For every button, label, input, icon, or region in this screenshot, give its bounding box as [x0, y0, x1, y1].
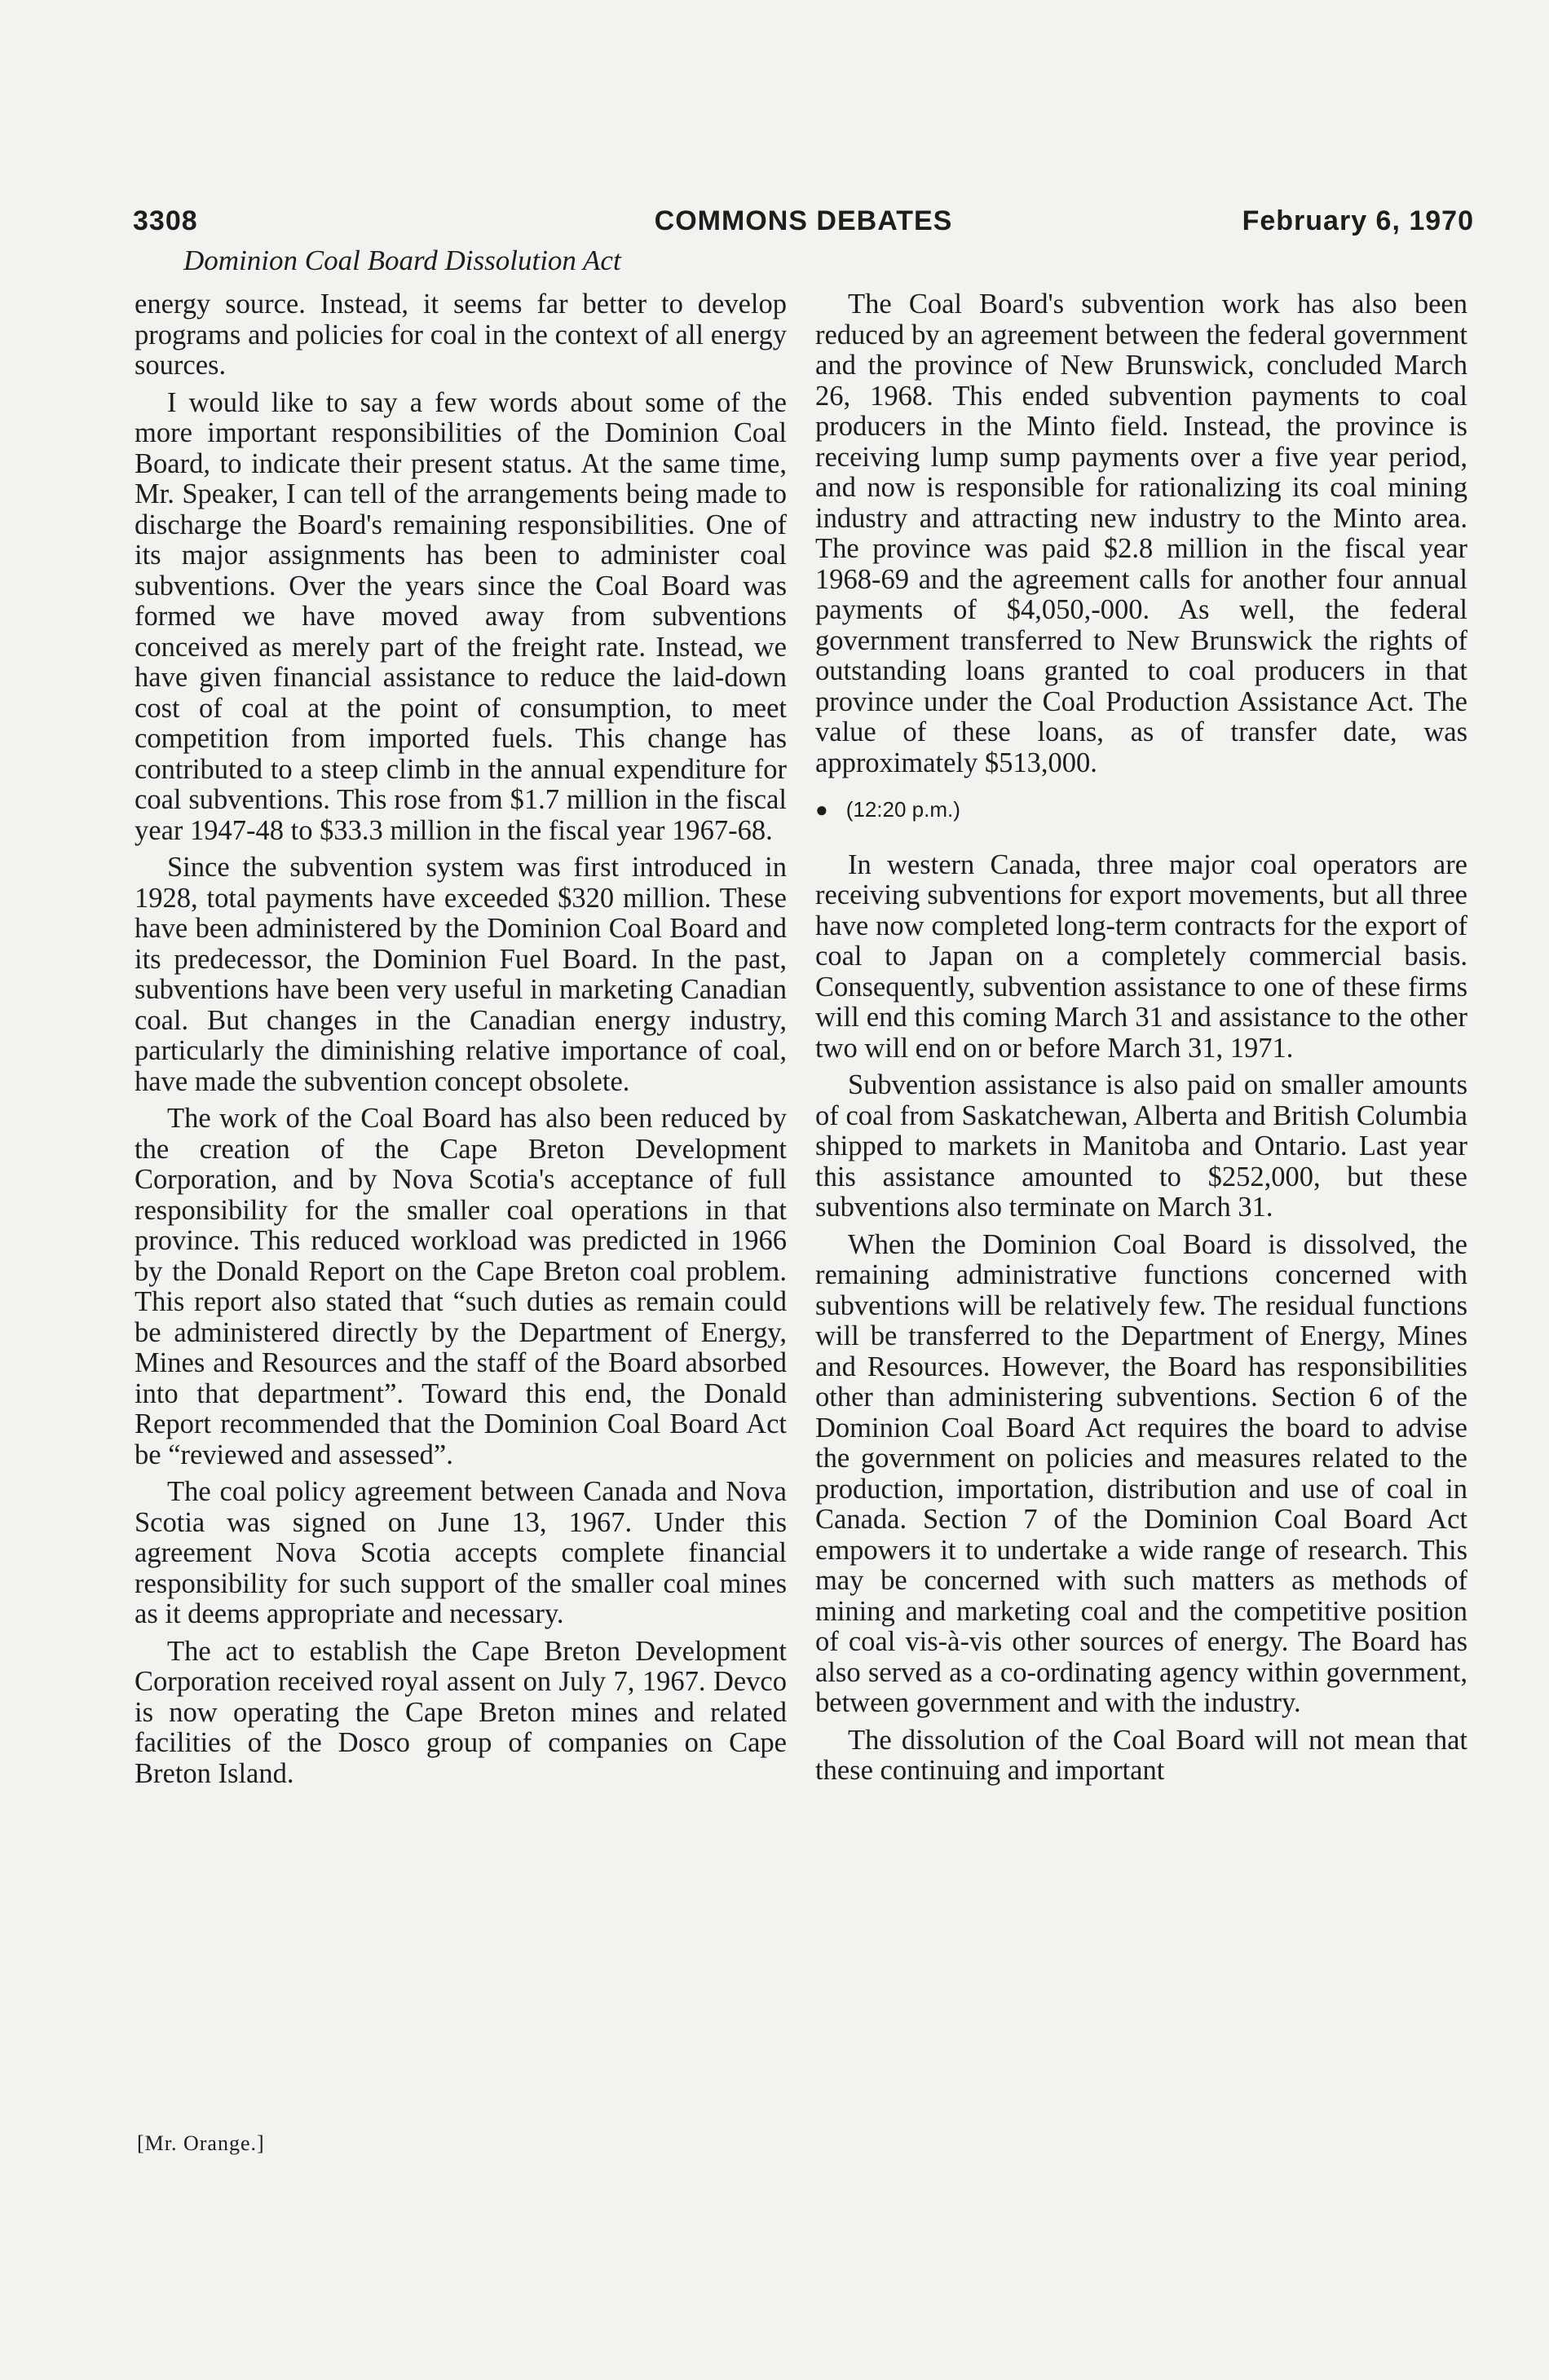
running-subheading: Dominion Coal Board Dissolution Act: [183, 245, 621, 276]
time-stamp: [815, 795, 1467, 826]
page-date: February 6, 1970: [1242, 205, 1474, 236]
paragraph: The work of the Coal Board has also been reduced by the creation of the Cape Breton Development Corporation, and by Nova Scotia's acceptance of full responsibility for the smaller coal operations in that province. This reduced workload was predicted in 1966 by the Donald Report on the Cape Breton coal problem. This report also stated that “such duties as remain could be administered directly by the Department of Energy, Mines and Resources and the staff of the Board absorbed into that department”. Toward this end, the Donald Report recommended that the Dominion Coal Board Act be “reviewed and assessed”.: [135, 1103, 787, 1470]
paragraph: Since the subvention system was first introduced in 1928, total payments have exceeded $320 million. These have been administered by the Dominion Coal Board and its predecessor, the Dominion Fuel Board. In the past, subventions have been very useful in marketing Canadian coal. But changes in the Canadian energy industry, particularly the diminishing relative importance of coal, have made the subvention concept obsolete.: [135, 852, 787, 1097]
paragraph: I would like to say a few words about some of the more important responsibilities of the Dominion Coal Board, to indicate their present status. At the same time, Mr. Speaker, I can tell of the arrangements being made to discharge the Board's remaining responsibilities. One of its major assignments has been to administer coal subventions. Over the years since the Coal Board was formed we have moved away from subventions conceived as merely part of the freight rate. Instead, we have given financial assistance to reduce the laid-down cost of coal at the point of consumption, to meet competition from imported fuels. This change has contributed to a steep climb in the annual expenditure for coal subventions. This rose from $1.7 million in the fiscal year 1947-48 to $33.3 million in the fiscal year 1967-68.: [135, 386, 787, 846]
speaker-note: [Mr. Orange.]: [137, 2131, 265, 2155]
left-column: [135, 289, 787, 1796]
page-number: 3308: [133, 205, 198, 236]
paragraph: The Coal Board's subvention work has also been reduced by an agreement between the federal government and the province of New Brunswick, concluded March 26, 1968. This ended subvention payments to coal producers in the Minto field. Instead, the province is receiving lump sump payments over a five year period, and now is responsible for rationalizing its coal mining industry and attracting new industry to the Minto area. The province was paid $2.8 million in the fiscal year 1968-69 and the agreement calls for another four annual payments of $4,050,-000. As well, the federal government transferred to New Brunswick the rights of outstanding loans granted to coal producers in that province under the Coal Production Assistance Act. The value of these loans, as of transfer date, was approximately $513,000.: [815, 289, 1467, 778]
paragraph: When the Dominion Coal Board is dissolved, the remaining administrative functions concerned with subventions will be relatively few. The residual functions will be transferred to the Department of Energy, Mines and Resources. However, the Board has responsibilities other than administering subventions. Section 6 of the Dominion Coal Board Act requires the board to advise the government on policies and measures related to the production, importation, distribution and use of coal in Canada. Section 7 of the Dominion Coal Board Act empowers it to undertake a wide range of research. This may be concerned with such matters as methods of mining and marketing coal and the competitive position of coal vis-à-vis other sources of energy. The Board has also served as a co-ordinating agency within government, between government and with the industry.: [815, 1228, 1467, 1718]
time-stamp-text: (12:20 p.m.): [845, 797, 960, 822]
paragraph: energy source. Instead, it seems far better to develop programs and policies for coal in the context of all energy sources.: [135, 289, 787, 381]
paragraph: The dissolution of the Coal Board will not mean that these continuing and important: [815, 1724, 1467, 1786]
publication-title: COMMONS DEBATES: [654, 205, 953, 236]
paragraph: The coal policy agreement between Canada and Nova Scotia was signed on June 13, 1967. Under this agreement Nova Scotia accepts complete financial responsibility for such support of the smaller coal mines as it deems appropriate and necessary.: [135, 1476, 787, 1629]
paragraph: In western Canada, three major coal operators are receiving subventions for export movements, but all three have now completed long-term contracts for the export of coal to Japan on a completely commercial basis. Consequently, subvention assistance to one of these firms will end this coming March 31 and assistance to the other two will end on or before March 31, 1971.: [815, 848, 1467, 1064]
bullet-icon: ●: [815, 797, 828, 822]
right-column: [815, 289, 1467, 1793]
paragraph: The act to establish the Cape Breton Development Corporation received royal assent on July 7, 1967. Devco is now operating the Cape Breton mines and related facilities of the Dosco group of companies on Cape Breton Island.: [135, 1635, 787, 1789]
paragraph: Subvention assistance is also paid on smaller amounts of coal from Saskatchewan, Alberta and British Columbia shipped to markets in Manitoba and Ontario. Last year this assistance amounted to $252,000, but these subventions also terminate on March 31.: [815, 1069, 1467, 1223]
page-header: [133, 205, 1474, 246]
